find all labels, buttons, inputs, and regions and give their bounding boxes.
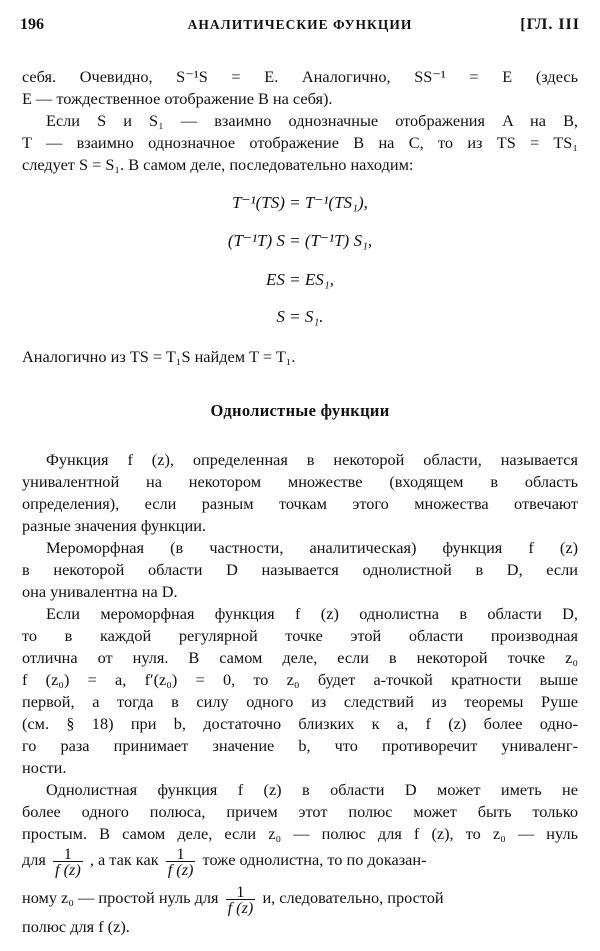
text-fragment: для <box>22 850 46 869</box>
text-line: простым. В самом деле, если z₀ — полюс для f (z), то z₀ — нуль <box>22 824 578 843</box>
text-line: себя. Очевидно, S⁻¹S = E. Аналогично, SS⁻¹ = E (здесь <box>22 67 578 86</box>
text-fragment: , а так как <box>89 850 159 869</box>
text-line: Если мероморфная функция f (z) однолистна в области D, <box>46 604 578 623</box>
equation: ES = ES₁, <box>266 270 334 289</box>
text-line: Если S и S₁ — взаимно однозначные отображения A на B, <box>46 111 578 130</box>
text-line: разные значения функции. <box>22 516 206 535</box>
fraction-denominator: f (z) <box>227 897 254 916</box>
text-line: ности. <box>22 758 67 777</box>
text-fragment: ному z₀ — простой нуль для <box>22 888 219 907</box>
fraction-numerator: 1 <box>53 846 83 862</box>
fraction <box>53 843 83 878</box>
text-line: E — тождественное отображение B на себя). <box>22 89 333 108</box>
text-line: следует S = S₁. В самом деле, последовательно находим: <box>22 155 414 174</box>
text-line: первой, а тогда в силу одного из следствий из теоремы Руше <box>22 692 578 711</box>
text-line: в некоторой области D называется однолистной в D, если <box>22 560 578 579</box>
text-line: более одного полюса, причем этот полюс может быть только <box>22 802 578 821</box>
text-line: унивалентной на некотором множестве (входящем в область <box>22 472 578 491</box>
text-line: f (z₀) = a, f′(z₀) = 0, то z₀ будет a-точкой кратности выше <box>22 670 578 689</box>
running-title: АНАЛИТИЧЕСКИЕ ФУНКЦИИ <box>187 17 413 32</box>
equation: S = S₁. <box>276 307 324 326</box>
text-fragment: и, следовательно, простой <box>262 888 444 907</box>
text-line-with-fractions <box>22 842 578 878</box>
fraction-numerator: 1 <box>166 846 196 862</box>
fraction <box>166 843 196 878</box>
fraction-numerator: 1 <box>226 884 256 900</box>
equation: (T⁻¹T) S = (T⁻¹T) S₁, <box>227 231 373 250</box>
text-line: Однолистная функция f (z) в области D может иметь не <box>46 780 578 799</box>
text-fragment: тоже однолистна, то по доказан- <box>202 850 427 869</box>
text-line: полюс для f (z). <box>22 917 130 936</box>
text-line: го раза принимает значение b, что противоречит униваленг- <box>22 736 578 755</box>
page-header <box>20 16 580 40</box>
text-line: то в каждой регулярной точке этой области производная <box>22 626 578 645</box>
fraction-denominator: f (z) <box>167 859 194 878</box>
text-line-with-fractions <box>22 880 578 916</box>
fraction <box>226 881 256 916</box>
fraction-denominator: f (z) <box>54 859 81 878</box>
section-title: Однолистные функции <box>210 401 390 420</box>
page-number: 196 <box>20 16 44 33</box>
equation: T⁻¹(TS) = T⁻¹(TS₁), <box>232 193 368 212</box>
text-line: Аналогично из TS = T₁S найдем T = T₁. <box>22 347 296 366</box>
text-line: определения), если разным точкам этого множества отвечают <box>22 494 578 513</box>
chapter-label: [ГЛ. III <box>520 16 580 33</box>
text-line: она унивалентна на D. <box>22 582 178 601</box>
text-line: T — взаимно однозначное отображение B на C, то из TS = TS₁ <box>22 133 578 152</box>
text-line: Функция f (z), определенная в некоторой области, называется <box>46 450 578 469</box>
text-line: отлична от нуля. В самом деле, если в некоторой точке z₀ <box>22 648 578 667</box>
text-line: (см. § 18) при b, достаточно близких к a, f (z) более одно- <box>22 714 578 733</box>
text-line: Мероморфная (в частности, аналитическая) функция f (z) <box>46 538 578 557</box>
